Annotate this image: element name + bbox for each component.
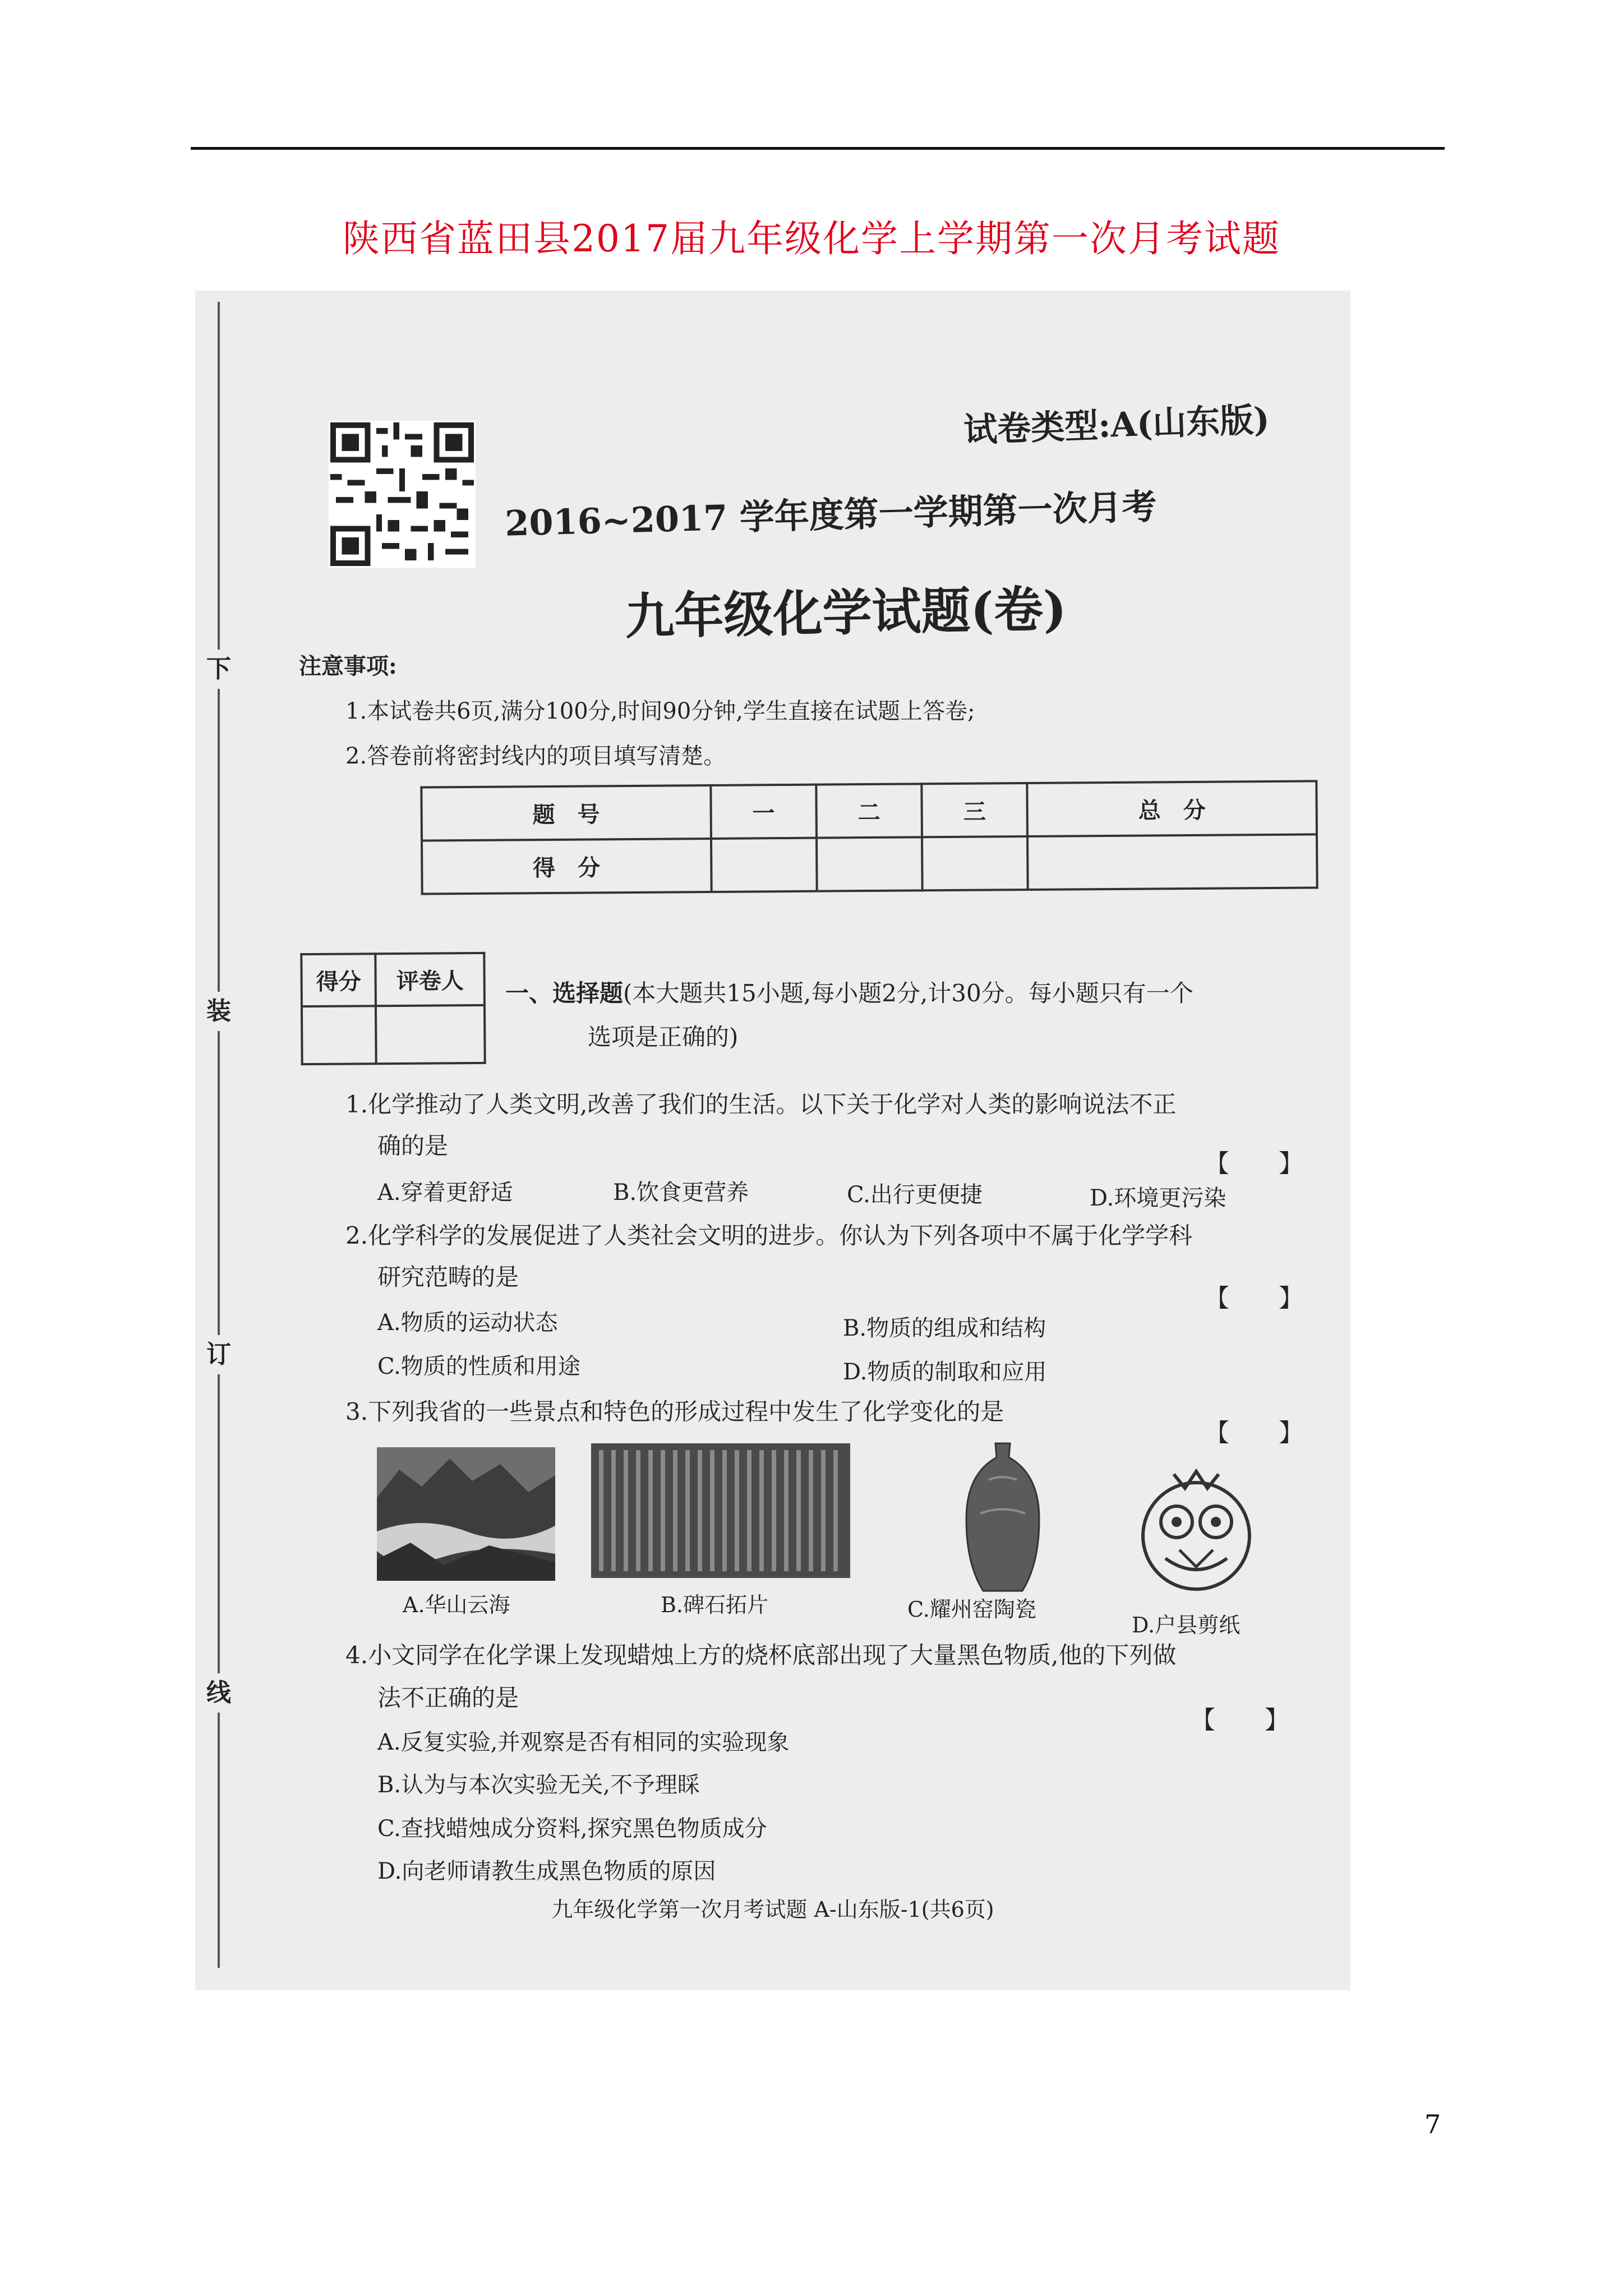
exam-subtitle: 2016~2017 学年度第一学期第一次月考 — [504, 486, 1158, 544]
question-2-stem-2: 研究范畴的是 — [377, 1263, 519, 1291]
note-2: 2.答卷前将密封线内的项目填写清楚。 — [345, 743, 726, 769]
answer-bracket: 【 】 — [1205, 1419, 1303, 1447]
section-description: (本大题共15小题,每小题2分,计30分。每小题只有一个 — [623, 979, 1193, 1007]
score-table-header: 二 — [816, 784, 922, 838]
binding-line — [218, 302, 220, 1968]
section-heading — [505, 975, 1313, 1009]
score-cell — [711, 838, 817, 892]
score-cell — [1027, 834, 1317, 890]
grader-cell — [302, 1006, 376, 1064]
q2-option-c: C.物质的性质和用途 — [377, 1354, 580, 1379]
score-row-label: 得 分 — [422, 839, 711, 894]
grader-cell — [376, 1005, 485, 1064]
grader-box — [300, 952, 486, 1065]
q1-option-b: B.饮食更营养 — [613, 1180, 749, 1205]
score-table-header: 三 — [921, 783, 1027, 837]
question-2-stem: 2.化学科学的发展促进了人类社会文明的进步。你认为下列各项中不属于化学学科 — [345, 1222, 1193, 1249]
seal-char-4: 线 — [202, 1673, 236, 1713]
section-description-2: 选项是正确的) — [588, 1023, 739, 1051]
document-title: 陕西省蓝田县2017届九年级化学上学期第一次月考试题 — [343, 217, 1280, 260]
seal-char-1: 下 — [202, 650, 236, 689]
score-table-header: 一 — [711, 785, 817, 839]
grader-box-header: 得分 — [301, 954, 376, 1006]
question-1-stem: 1.化学推动了人类文明,改善了我们的生活。以下关于化学对人类的影响说法不正 — [345, 1091, 1177, 1118]
image-label-c: C.耀州窑陶瓷 — [907, 1597, 1036, 1622]
image-label-b: B.碑石拓片 — [661, 1593, 769, 1617]
answer-bracket: 【 】 — [1205, 1284, 1303, 1313]
paper-cut-owl-image — [1126, 1457, 1266, 1598]
page-number: 7 — [1424, 2109, 1441, 2139]
image-label-d: D.户县剪纸 — [1132, 1613, 1241, 1637]
score-cell — [817, 837, 923, 891]
q1-option-c: C.出行更便捷 — [847, 1182, 983, 1208]
note-1: 1.本试卷共6页,满分100分,时间90分钟,学生直接在试题上答卷; — [345, 698, 975, 724]
paper-type-label: 试卷类型:A(山东版) — [963, 400, 1270, 450]
score-table-header: 总 分 — [1027, 781, 1317, 836]
exam-footer: 九年级化学第一次月考试题 A-山东版-1(共6页) — [551, 1897, 994, 1922]
seal-char-2: 装 — [202, 992, 236, 1031]
score-cell — [922, 836, 1028, 890]
top-rule — [191, 147, 1445, 150]
score-table-header: 题 号 — [421, 785, 711, 841]
seal-char-3: 订 — [202, 1335, 236, 1374]
question-4-stem: 4.小文同学在化学课上发现蜡烛上方的烧杯底部出现了大量黑色物质,他的下列做 — [345, 1641, 1177, 1669]
q4-option-d: D.向老师请教生成黑色物质的原因 — [377, 1858, 716, 1884]
scanned-exam-page — [195, 291, 1350, 1990]
q4-option-b: B.认为与本次实验无关,不予理睬 — [377, 1772, 700, 1798]
qr-code-image — [329, 421, 476, 568]
mountain-clouds-image — [377, 1447, 555, 1581]
q4-option-c: C.查找蜡烛成分资料,探究黑色物质成分 — [377, 1816, 767, 1842]
answer-bracket: 【 】 — [1191, 1706, 1289, 1734]
q1-option-a: A.穿着更舒适 — [377, 1180, 513, 1205]
notes-heading: 注意事项: — [299, 653, 397, 679]
question-1-stem-2: 确的是 — [377, 1132, 449, 1159]
ceramic-vase-image — [955, 1441, 1050, 1595]
image-label-a: A.华山云海 — [403, 1593, 510, 1617]
q2-option-b: B.物质的组成和结构 — [843, 1315, 1046, 1341]
q1-option-d: D.环境更污染 — [1090, 1185, 1227, 1211]
q4-option-a: A.反复实验,并观察是否有相同的实验现象 — [377, 1729, 790, 1755]
question-3-stem: 3.下列我省的一些景点和特色的形成过程中发生了化学变化的是 — [345, 1398, 1004, 1425]
q2-option-d: D.物质的制取和应用 — [843, 1359, 1047, 1385]
grader-box-header: 评卷人 — [376, 953, 485, 1006]
answer-bracket: 【 】 — [1205, 1149, 1303, 1178]
exam-title: 九年级化学试题(卷) — [624, 579, 1067, 646]
stele-rubbing-image — [591, 1443, 850, 1578]
section-title: 一、选择题 — [505, 979, 624, 1007]
score-table — [420, 780, 1318, 895]
q2-option-a: A.物质的运动状态 — [377, 1310, 558, 1336]
question-4-stem-2: 法不正确的是 — [377, 1684, 519, 1711]
